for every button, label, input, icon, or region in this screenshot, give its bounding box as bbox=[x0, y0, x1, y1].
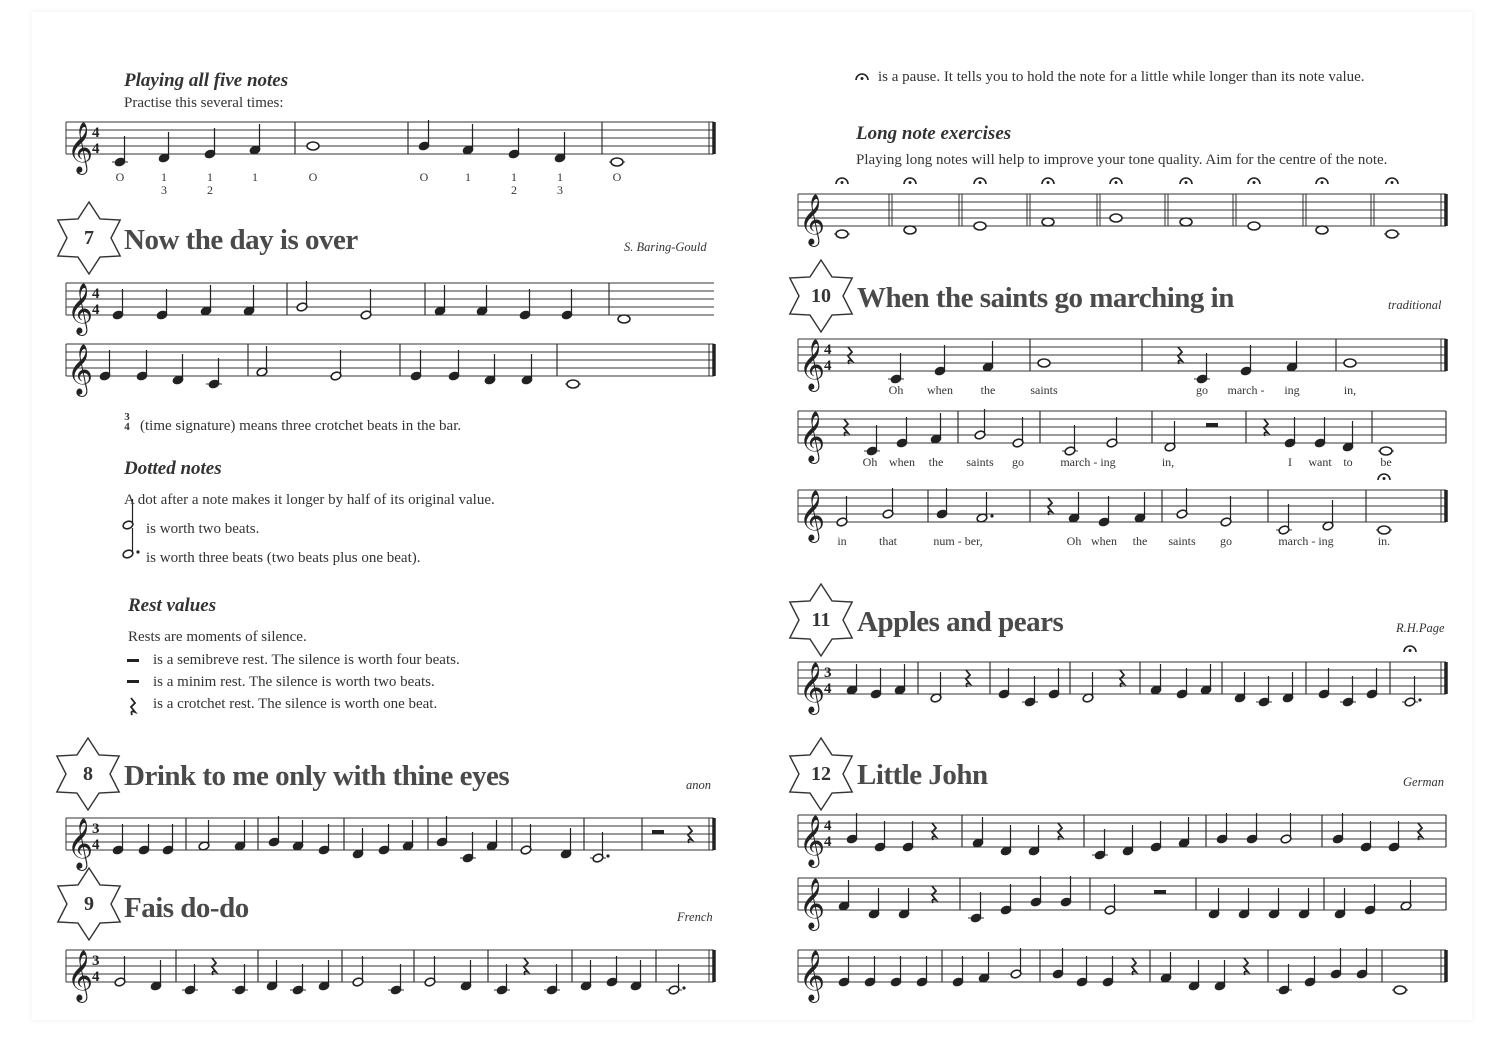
time-signature-top: 3 bbox=[92, 953, 100, 969]
note-head bbox=[307, 142, 319, 150]
rest-values-intro: Rests are moments of silence. bbox=[128, 629, 307, 645]
fingering-bottom: 2 bbox=[207, 183, 213, 197]
fermata-dot bbox=[1383, 477, 1386, 480]
minim-rest-text: is a minim rest. The silence is worth two beats. bbox=[153, 674, 435, 690]
note-head bbox=[1344, 359, 1356, 367]
treble-clef-icon: 𝄞 bbox=[67, 344, 94, 395]
song-number-badge bbox=[783, 582, 859, 658]
song-number: 10 bbox=[811, 284, 831, 307]
lyric-syllable: go bbox=[1012, 455, 1024, 469]
fingering-top: O bbox=[419, 170, 429, 184]
lyric-syllable: in. bbox=[1377, 534, 1391, 548]
treble-clef-icon: 𝄞 bbox=[799, 662, 826, 713]
fermata-dot bbox=[1321, 181, 1324, 184]
lyric-syllable: Oh bbox=[888, 383, 904, 397]
fingering-number bbox=[507, 171, 521, 197]
treble-clef-icon: 𝄞 bbox=[799, 490, 826, 541]
song-title: Fais do-do bbox=[124, 892, 249, 924]
treble-clef-icon: 𝄞 bbox=[799, 411, 826, 462]
fingering-top: 1 bbox=[557, 170, 563, 184]
song-title: Drink to me only with thine eyes bbox=[124, 760, 510, 792]
lyric-syllable: saints bbox=[966, 455, 994, 469]
note-dot bbox=[1418, 698, 1421, 701]
treble-clef-icon: 𝄞 bbox=[67, 283, 94, 334]
time-signature-top: 4 bbox=[92, 125, 100, 141]
fermata-dot bbox=[1409, 649, 1412, 652]
time-signature-bottom: 4 bbox=[824, 681, 832, 697]
lyric-syllable: I bbox=[1288, 455, 1292, 469]
time-signature-bottom: 4 bbox=[92, 302, 100, 318]
fingering-top: O bbox=[308, 170, 318, 184]
note-dot bbox=[606, 854, 609, 857]
pause-text: is a pause. It tells you to hold the note for a little while longer than its note value. bbox=[878, 69, 1365, 85]
time-signature-top: 4 bbox=[824, 818, 832, 834]
lyric-syllable: to bbox=[1343, 455, 1353, 469]
lyric-syllable: march - ing bbox=[1060, 455, 1116, 469]
fingering-top: 1 bbox=[465, 170, 471, 184]
time-signature-bottom: 4 bbox=[92, 141, 100, 157]
long-note-text: Playing long notes will help to improve your tone quality. Aim for the centre of the note. bbox=[856, 152, 1388, 168]
lyric-syllable: saints bbox=[1030, 383, 1058, 397]
lyric-syllable: march - bbox=[1227, 383, 1265, 397]
semibreve-rest-icon bbox=[127, 659, 139, 662]
lyric-syllable: be bbox=[1380, 455, 1392, 469]
dotted-notes-intro: A dot after a note makes it longer by half of its original value. bbox=[124, 492, 495, 508]
treble-clef-icon: 𝄞 bbox=[799, 339, 826, 390]
lyric-syllable: when bbox=[1091, 534, 1117, 548]
song-number: 11 bbox=[811, 608, 831, 631]
note-head bbox=[611, 158, 623, 166]
lyric-syllable: the bbox=[928, 455, 944, 469]
song-title: When the saints go marching in bbox=[857, 282, 1234, 314]
fermata-dot bbox=[1185, 181, 1188, 184]
composer: French bbox=[677, 910, 713, 924]
minim-rest-icon bbox=[652, 830, 664, 834]
lyric-syllable: go bbox=[1220, 534, 1232, 548]
song-number-badge bbox=[50, 736, 126, 812]
fingering-number bbox=[553, 171, 567, 197]
minim-rest-icon bbox=[1154, 890, 1166, 894]
note-head bbox=[1180, 218, 1192, 226]
song-number-badge bbox=[51, 866, 127, 942]
fingering-number bbox=[461, 171, 475, 184]
treble-clef-icon: 𝄞 bbox=[799, 815, 826, 866]
fingering-bottom: 3 bbox=[161, 183, 167, 197]
fermata-dot bbox=[1047, 181, 1050, 184]
time-signature-bottom: 4 bbox=[824, 358, 832, 374]
time-signature-bottom: 4 bbox=[92, 837, 100, 853]
composer: German bbox=[1403, 775, 1444, 789]
composer: R.H.Page bbox=[1396, 621, 1445, 635]
treble-clef-icon: 𝄞 bbox=[799, 194, 826, 245]
fingering-top: 1 bbox=[252, 170, 258, 184]
note-head bbox=[836, 230, 848, 238]
note-head bbox=[1380, 447, 1392, 455]
time-signature-bottom: 4 bbox=[824, 834, 832, 850]
treble-clef-icon: 𝄞 bbox=[67, 122, 94, 173]
song-number-badge bbox=[783, 258, 859, 334]
fingering-bottom: 3 bbox=[557, 183, 563, 197]
lyric-syllable: saints bbox=[1168, 534, 1196, 548]
note-head bbox=[1042, 218, 1054, 226]
note-dot bbox=[682, 986, 685, 989]
lyric-syllable: Oh bbox=[862, 455, 878, 469]
note-dot bbox=[990, 514, 993, 517]
time-signature-top: 3 bbox=[92, 821, 100, 837]
treble-clef-icon: 𝄞 bbox=[67, 818, 94, 869]
fermata-dot bbox=[1253, 181, 1256, 184]
fingering-top: O bbox=[115, 170, 125, 184]
song-title: Little John bbox=[857, 759, 988, 791]
lyric-syllable: in, bbox=[1343, 383, 1357, 397]
song-number: 8 bbox=[83, 762, 93, 785]
lyric-syllable: ing bbox=[1284, 383, 1300, 397]
lyric-syllable: num - ber, bbox=[933, 534, 983, 548]
minim-rest-icon bbox=[1206, 423, 1218, 427]
fingering-top: 1 bbox=[511, 170, 517, 184]
time-signature-top: 4 bbox=[824, 342, 832, 358]
time-signature-top: 3 bbox=[824, 665, 832, 681]
treble-clef-icon: 𝄞 bbox=[799, 950, 826, 1001]
fermata-dot bbox=[841, 181, 844, 184]
song-number: 12 bbox=[811, 762, 831, 785]
fermata-dot bbox=[1391, 181, 1394, 184]
treble-clef-icon: 𝄞 bbox=[67, 950, 94, 1001]
treble-clef-icon: 𝄞 bbox=[799, 878, 826, 929]
song-number: 7 bbox=[84, 226, 94, 249]
composer: anon bbox=[686, 778, 711, 792]
fingering-top: O bbox=[612, 170, 622, 184]
lyric-syllable: want bbox=[1308, 455, 1332, 469]
fingering-top: 1 bbox=[161, 170, 167, 184]
fingering-number bbox=[113, 171, 127, 184]
fingering-top: 1 bbox=[207, 170, 213, 184]
composer: S. Baring-Gould bbox=[624, 240, 707, 254]
lyric-syllable: that bbox=[879, 534, 897, 548]
fingering-number bbox=[203, 171, 217, 197]
song-number-badge bbox=[51, 200, 127, 276]
minim-rest-icon bbox=[127, 680, 139, 683]
song-number-badge bbox=[783, 736, 859, 812]
note-head bbox=[974, 222, 986, 230]
song-title: Apples and pears bbox=[857, 606, 1064, 638]
note-head bbox=[618, 315, 630, 323]
crotchet-rest-text: is a crotchet rest. The silence is worth one beat. bbox=[153, 696, 438, 712]
lyric-syllable: the bbox=[980, 383, 996, 397]
section-title-playing-five-notes: Playing all five notes bbox=[124, 70, 289, 91]
lyric-syllable: in, bbox=[1161, 455, 1175, 469]
lyric-syllable: in bbox=[837, 534, 847, 548]
lyric-syllable: when bbox=[889, 455, 915, 469]
note-head bbox=[904, 226, 916, 234]
lyric-syllable: when bbox=[927, 383, 953, 397]
note-head bbox=[1110, 214, 1122, 222]
note-head bbox=[567, 380, 579, 388]
section-subtitle: Practise this several times: bbox=[124, 95, 284, 111]
fingering-number bbox=[610, 171, 624, 184]
composer: traditional bbox=[1388, 298, 1442, 312]
song-title: Now the day is over bbox=[124, 224, 358, 256]
time-signature-top: 4 bbox=[92, 286, 100, 302]
dotted-minim-text: is worth three beats (two beats plus one beat). bbox=[146, 550, 421, 566]
note-head bbox=[1248, 222, 1260, 230]
minim-text: is worth two beats. bbox=[146, 521, 260, 537]
song-number: 9 bbox=[84, 892, 94, 915]
fingering-number bbox=[248, 171, 262, 184]
note-head bbox=[1394, 986, 1406, 994]
fermata-dot bbox=[979, 181, 982, 184]
note-head bbox=[1386, 230, 1398, 238]
time-signature-text: (time signature) means three crotchet beats in the bar. bbox=[140, 418, 462, 434]
fermata-dot bbox=[909, 181, 912, 184]
lyric-syllable: go bbox=[1196, 383, 1208, 397]
semibreve-rest-text: is a semibreve rest. The silence is worth four beats. bbox=[153, 652, 460, 668]
lyric-syllable: the bbox=[1132, 534, 1148, 548]
note-head bbox=[1316, 226, 1328, 234]
lyric-syllable: Oh bbox=[1066, 534, 1082, 548]
fingering-number bbox=[157, 171, 171, 197]
section-title-long-note: Long note exercises bbox=[856, 123, 1012, 144]
time-signature-3-4-icon: 3 4 bbox=[124, 411, 130, 433]
fingering-number bbox=[306, 171, 320, 184]
section-title-dotted-notes: Dotted notes bbox=[124, 458, 222, 479]
note-head bbox=[1038, 359, 1050, 367]
fingering-bottom: 2 bbox=[511, 183, 517, 197]
section-title-rest-values: Rest values bbox=[128, 595, 217, 616]
note-head bbox=[1378, 526, 1390, 534]
lyric-syllable: march - ing bbox=[1278, 534, 1334, 548]
time-signature-bottom: 4 bbox=[92, 969, 100, 985]
fingering-number bbox=[417, 171, 431, 184]
fermata-dot bbox=[1115, 181, 1118, 184]
note-dot bbox=[136, 550, 139, 553]
crotchet-rest-icon bbox=[131, 698, 135, 715]
